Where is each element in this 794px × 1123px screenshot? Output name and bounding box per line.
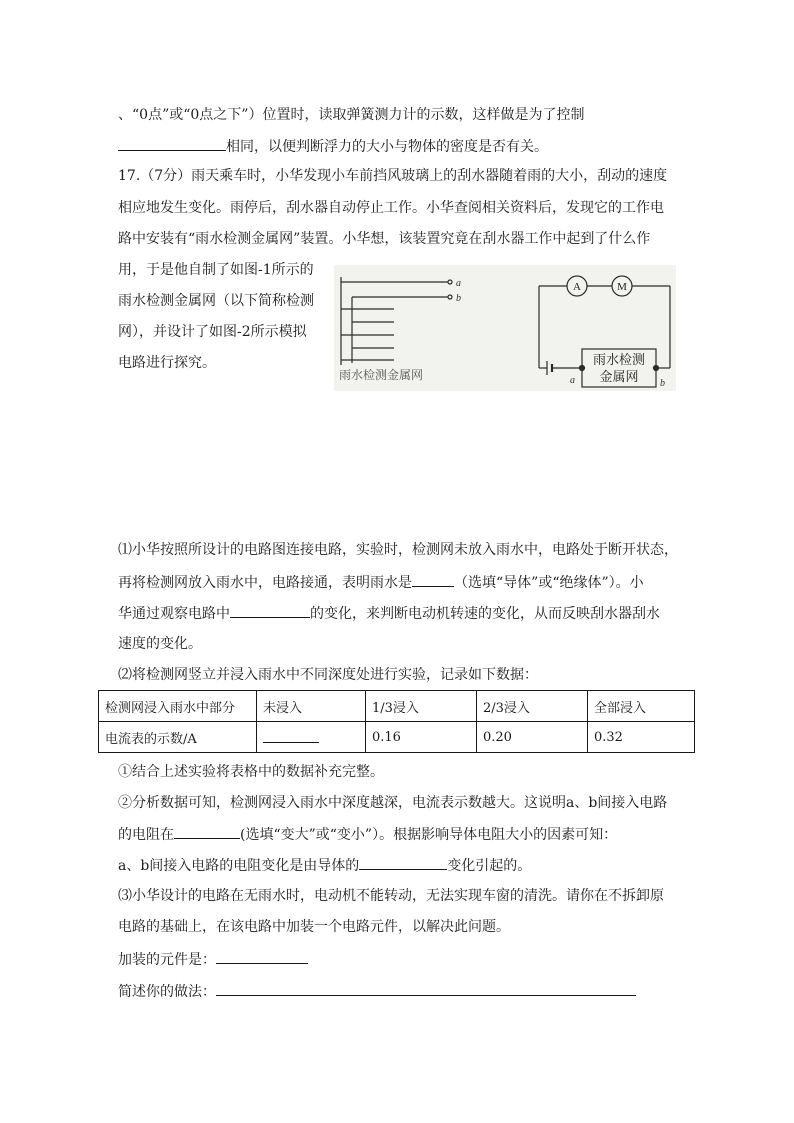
ammeter-label: A	[573, 281, 581, 293]
figure-rain-detection-circuit	[334, 265, 676, 391]
terminal-a-label: a	[456, 278, 461, 289]
answer-blank-rainwater-type[interactable]	[412, 572, 454, 587]
sub-question-2-line-2: 的电阻在 (选填“变大”或“变小”）。根据影响导体电阻大小的因素可知：	[118, 824, 617, 845]
table-header-label: 检测网浸入雨水中部分	[99, 691, 257, 722]
data-table	[98, 690, 695, 753]
question-17-intro-7: 电路进行探究。	[118, 355, 216, 371]
answer-blank-resistance-change[interactable]	[174, 824, 240, 839]
part-1-line-2: 再将检测网放入雨水中，电路接通，表明雨水是 （选填“导体”或“绝缘体”）。小	[118, 572, 644, 593]
table-row-label: 电流表的示数/A	[99, 722, 257, 753]
answer-blank-controlled-variable[interactable]	[118, 136, 226, 151]
sub-question-2-line-1: ②分析数据可知，检测网浸入雨水中深度越深，电流表示数越大。这说明a、b间接入电路	[118, 795, 668, 811]
method-line: 简述你的做法：	[118, 981, 636, 1002]
metal-mesh-diagram	[341, 277, 452, 365]
part-1-line-1: ⑴小华按照所设计的电路图连接电路，实验时，检测网未放入雨水中，电路处于断开状态，	[118, 542, 678, 558]
table-cell: 0.32	[588, 722, 695, 753]
added-component-line: 加装的元件是：	[118, 949, 308, 970]
part-2-line-1: ⑵将检测网竖立并浸入雨水中不同深度处进行实验，记录如下数据：	[118, 667, 538, 683]
box-label-line1: 雨水检测	[592, 353, 646, 368]
part-1-line-4: 速度的变化。	[118, 636, 202, 652]
circuit-b-label: b	[660, 378, 665, 389]
table-header-cell: 2/3浸入	[477, 691, 588, 722]
question-17-intro-1: 17.（7分）雨天乘车时，小华发现小车前挡风玻璃上的刮水器随着雨的大小，刮动的速度	[118, 168, 668, 184]
table-cell-blank[interactable]	[257, 722, 366, 753]
question-17-intro-5: 雨水检测金属网（以下简称检测	[118, 293, 314, 309]
figure-svg	[334, 265, 676, 391]
answer-blank-observed-quantity[interactable]	[230, 603, 310, 618]
table-header-cell: 未浸入	[257, 691, 366, 722]
question-17-intro-6: 网），并设计了如图-2所示模拟	[118, 324, 307, 340]
question-17-intro-2: 相应地发生变化。雨停后，刮水器自动停止工作。小华查阅相关资料后，发现它的工作电	[118, 200, 664, 216]
part-1-line-3: 华通过观察电路中 的变化，来判断电动机转速的变化，从而反映刮水器刮水	[118, 603, 660, 624]
metal-mesh-caption: 雨水检测金属网	[339, 368, 424, 382]
question-17-intro-4: 用，于是他自制了如图-1所示的	[118, 262, 314, 278]
sub-question-1: ①结合上述实验将表格中的数据补充完整。	[118, 764, 384, 780]
sub-question-2-line-3: a、b间接入电路的电阻变化是由导体的 变化引起的。	[118, 855, 531, 876]
motor-label: M	[617, 281, 627, 293]
question-17-intro-3: 路中安装有“雨水检测金属网”装置。小华想，该装置究竟在刮水器工作中起到了什么作	[118, 231, 651, 247]
terminal-b-label: b	[456, 293, 461, 304]
table-cell: 0.20	[477, 722, 588, 753]
answer-blank-current-unsubmerged[interactable]	[263, 728, 319, 743]
answer-blank-method[interactable]	[216, 981, 636, 996]
text-line-1: 、“0点”或“0点之下”）位置时，读取弹簧测力计的示数，这样做是为了控制	[118, 107, 585, 123]
table-row	[99, 691, 695, 722]
table-header-cell: 1/3浸入	[366, 691, 477, 722]
table-cell: 0.16	[366, 722, 477, 753]
table-header-cell: 全部浸入	[588, 691, 695, 722]
table-row	[99, 722, 695, 753]
answer-blank-conductor-factor[interactable]	[359, 855, 447, 870]
answer-blank-added-component[interactable]	[216, 949, 308, 964]
box-label-line2: 金属网	[599, 370, 639, 385]
part-3-line-1: ⑶小华设计的电路在无雨水时，电动机不能转动，无法实现车窗的清洗。请你在不拆卸原	[118, 888, 664, 904]
circuit-a-label: a	[570, 375, 575, 386]
text-line-2: 相同，以便判断浮力的大小与物体的密度是否有关。	[118, 136, 548, 157]
part-3-line-2: 电路的基础上，在该电路中加装一个电路元件，以解决此问题。	[118, 919, 510, 935]
